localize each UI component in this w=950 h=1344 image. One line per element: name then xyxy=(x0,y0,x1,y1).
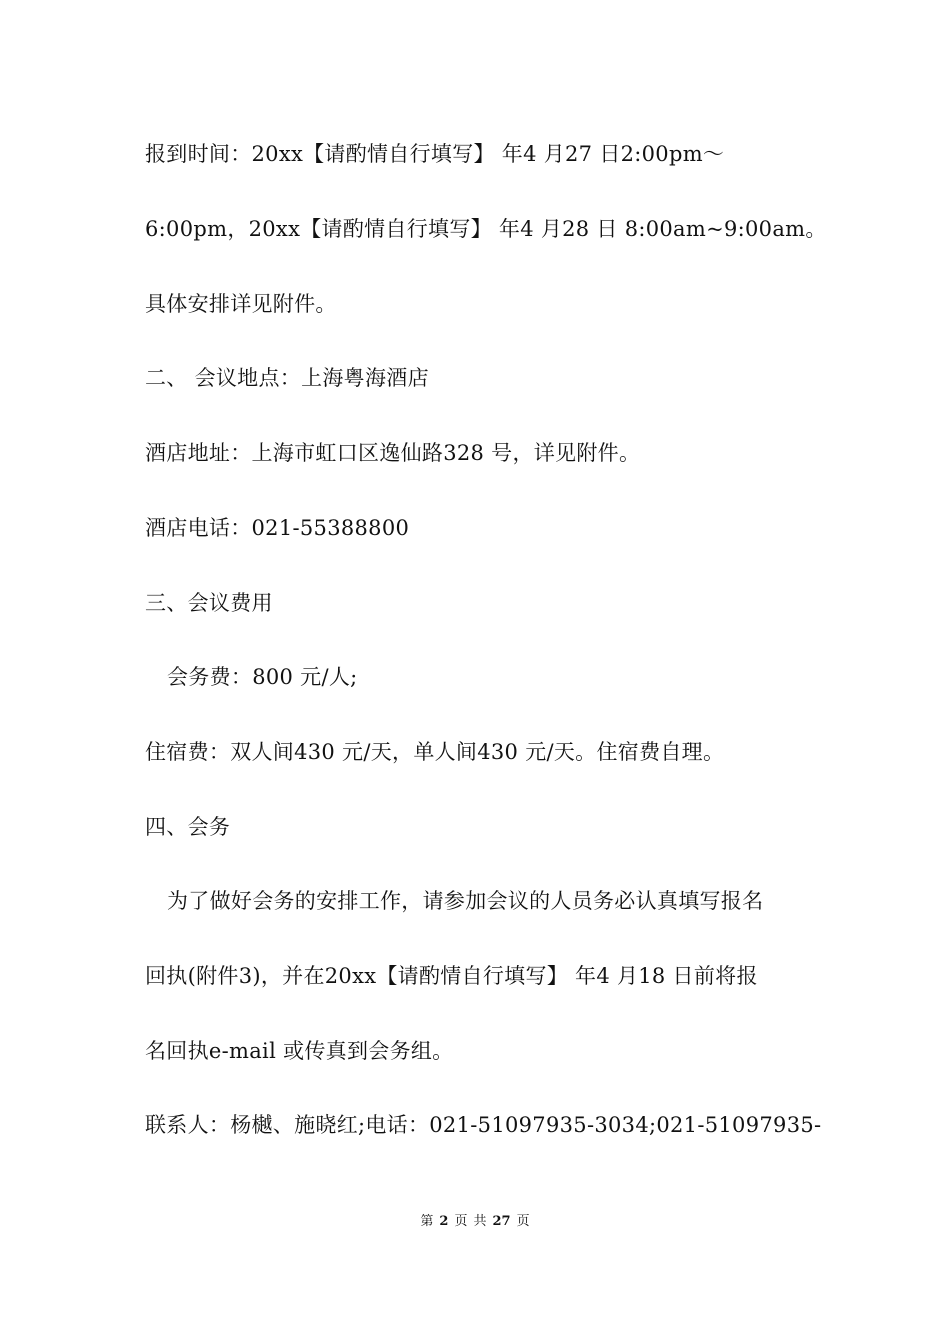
paragraph-line-schedule-note: 具体安排详见附件。 xyxy=(145,292,337,316)
footer-total-word: 共 xyxy=(473,1214,487,1229)
footer-prefix: 第 xyxy=(420,1214,434,1229)
section-heading-fees: 三、会议费用 xyxy=(145,591,273,615)
paragraph-line-contact: 联系人：杨樾、施晓红;电话：021-51097935-3034;021-51097935- xyxy=(145,1113,822,1137)
paragraph-line-affairs-2: 回执(附件3)，并在20xx【请酌情自行填写】 年4 月18 日前将报 xyxy=(145,964,758,988)
paragraph-line-affairs-1: 为了做好会务的安排工作，请参加会议的人员务必认真填写报名 xyxy=(167,889,764,913)
paragraph-line-hotel-address: 酒店地址：上海市虹口区逸仙路328 号，详见附件。 xyxy=(145,441,641,465)
page-footer xyxy=(0,1210,950,1229)
footer-page-word: 页 xyxy=(454,1214,468,1229)
section-heading-affairs: 四、会务 xyxy=(145,815,231,839)
paragraph-line-accommodation-fee: 住宿费：双人间430 元/天，单人间430 元/天。住宿费自理。 xyxy=(145,740,725,764)
paragraph-line-hotel-phone: 酒店电话：021-55388800 xyxy=(145,516,410,540)
paragraph-line-registration-time: 报到时间：20xx【请酌情自行填写】 年4 月27 日2:00pm～ xyxy=(145,142,725,166)
paragraph-line-conference-fee: 会务费：800 元/人; xyxy=(167,665,358,689)
section-heading-venue: 二、 会议地点：上海粤海酒店 xyxy=(145,366,429,390)
paragraph-line-registration-time-cont: 6:00pm，20xx【请酌情自行填写】 年4 月28 日 8:00am~9:00am。 xyxy=(145,217,827,241)
paragraph-line-affairs-3: 名回执e-mail 或传真到会务组。 xyxy=(145,1039,454,1063)
footer-page-number: 2 xyxy=(439,1214,449,1229)
footer-total-pages: 27 xyxy=(492,1214,511,1229)
footer-suffix: 页 xyxy=(516,1214,530,1229)
